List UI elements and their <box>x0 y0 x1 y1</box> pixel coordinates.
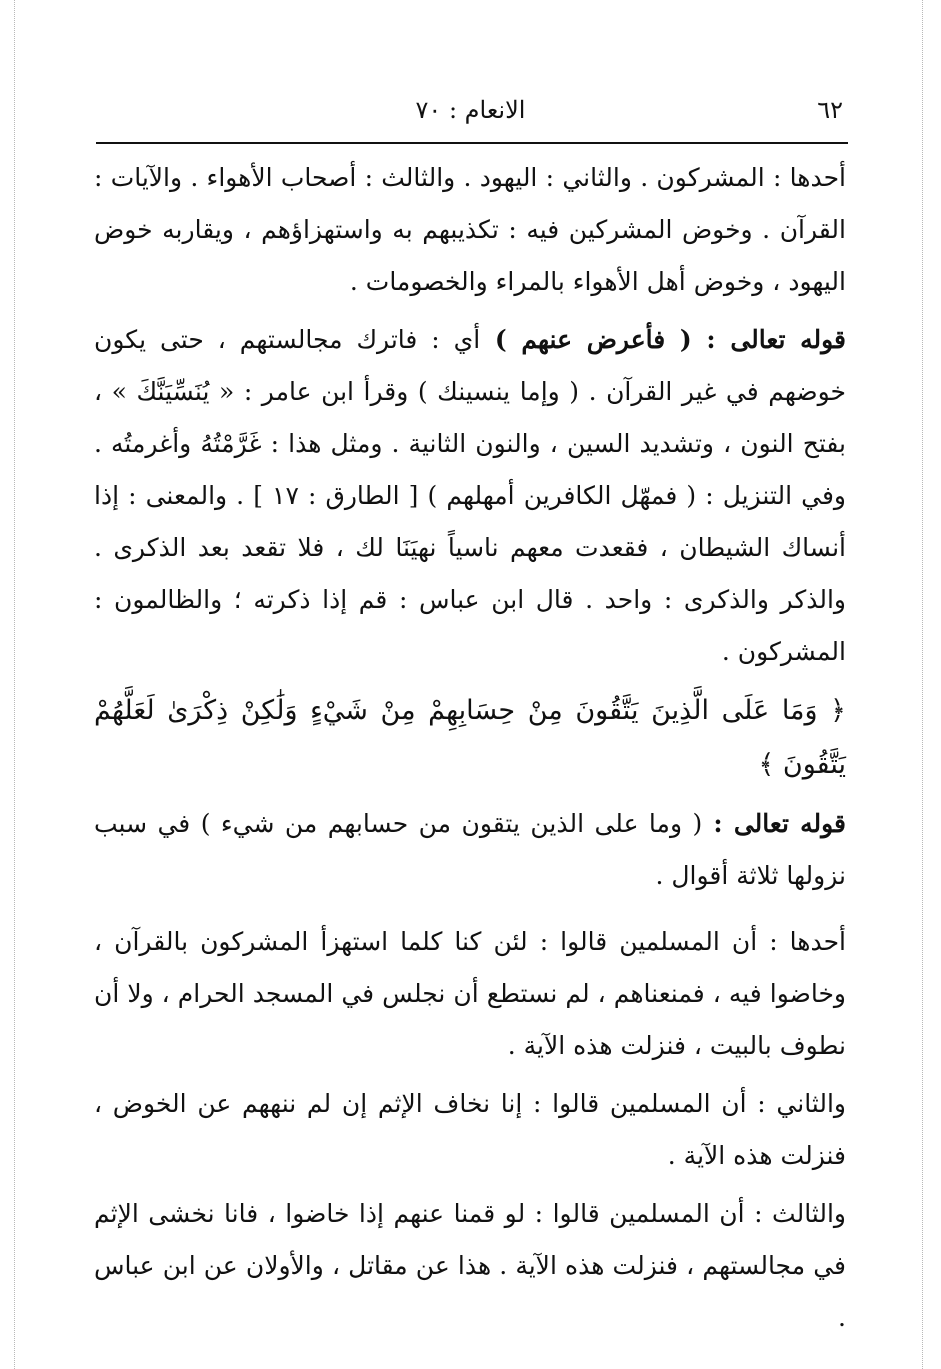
paragraph-5 <box>94 1078 846 1182</box>
paragraph-text: أحدها : أن المسلمين قالوا : لئن كنا كلما استهزأ المشركون بالقرآن ، وخاضوا فيه ، فمنعناهم ، لم نستطع أن نجلس في المسجد الحرام ، ولا أن نطوف بالبيت ، فنزلت هذه الآية . <box>94 927 846 1060</box>
paragraph-4 <box>94 916 846 1072</box>
paragraph-text: والثاني : أن المسلمين قالوا : إنا نخاف الإثم إن لم ننههم عن الخوض ، فنزلت هذه الآية . <box>94 1089 846 1170</box>
page-number: ٦٢ <box>817 96 843 124</box>
paragraph-text: أي : فاترك مجالستهم ، حتى يكون خوضهم في غير القرآن . ( وإما ينسينك ) وقرأ ابن عامر : « يُنَسِّيَنَّكَ » ، بفتح النون ، وتشديد السين ، والنون الثانية . ومثل هذا : غَرَّمْتُهُ وأغرمتُه . وفي التنزيل : ( فمهّل الكافرين أمهلهم ) [ الطارق : ١٧ ] . والمعنى : إذا أنساك الشيطان ، فقعدت معهم ناسياً نهيَنَا لك ، فلا تقعد بعد الذكرى . والذكر والذكرى : واحد . قال ابن عباس : قم إذا ذكرته ؛ والظالمون : المشركون . <box>94 325 846 666</box>
paragraph-text: والثالث : أن المسلمين قالوا : لو قمنا عنهم إذا خاضوا ، فانا نخشى الإثم في مجالستهم ، فنزلت هذه الآية . هذا عن مقاتل ، والأولان عن ابن عباس . <box>94 1199 846 1332</box>
paragraph-3 <box>94 798 846 902</box>
header-divider <box>96 142 848 144</box>
paragraph-1 <box>94 152 846 308</box>
page-body <box>94 152 846 1344</box>
chapter-reference: الانعام : ٧٠ <box>415 96 526 124</box>
paragraph-text: أحدها : المشركون . والثاني : اليهود . والثالث : أصحاب الأهواء . والآيات : القرآن . وخوض المشركين فيه : تكذيبهم به واستهزاؤهم ، ويقاربه خوض اليهود ، وخوض أهل الأهواء بالمراء والخصومات . <box>94 163 846 296</box>
paragraph-6 <box>94 1188 846 1344</box>
paragraph-lead: قوله تعالى : ( فأعرض عنهم ) <box>480 325 846 354</box>
left-scan-edge <box>14 0 15 1369</box>
quran-verse <box>94 684 846 792</box>
right-scan-edge <box>922 0 923 1369</box>
paragraph-text: ( وما على الذين يتقون من حسابهم من شيء ) في سبب نزولها ثلاثة أقوال . <box>94 809 846 890</box>
verse-text: ﴿ وَمَا عَلَى الَّذِينَ يَتَّقُونَ مِنْ حِسَابِهِمْ مِنْ شَيْءٍ وَلَٰكِنْ ذِكْرَىٰ لَعَلَّهُمْ يَتَّقُونَ ﴾ <box>94 695 846 780</box>
paragraph-lead: قوله تعالى : <box>702 809 846 838</box>
paragraph-2 <box>94 314 846 678</box>
running-header <box>98 96 843 136</box>
